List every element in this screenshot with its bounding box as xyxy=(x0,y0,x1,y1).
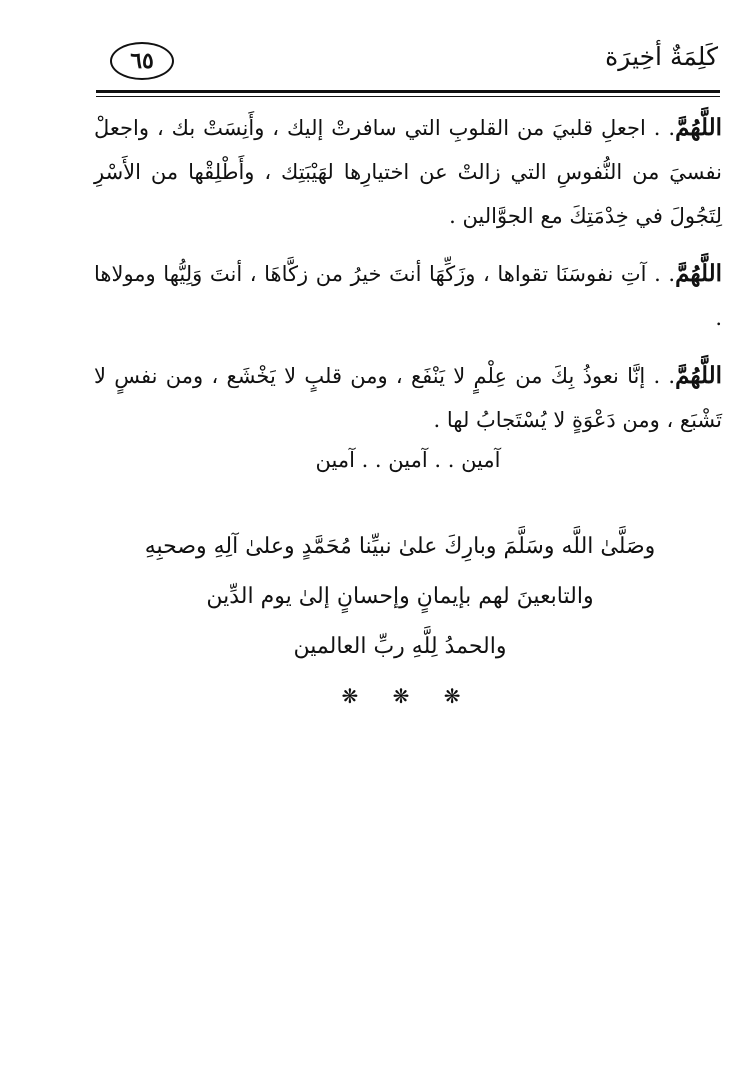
page-number-text: ٦٥ xyxy=(130,48,154,74)
prayer-paragraph-3 xyxy=(94,354,722,442)
prayer-lead-word: اللَّهُمَّ xyxy=(675,114,722,141)
closing-line-3: والحمدُ لِلَّهِ ربِّ العالمين xyxy=(293,634,507,659)
header-rule-thick xyxy=(96,90,720,93)
page-header xyxy=(96,42,718,88)
prayer-text: . . إنَّا نعوذُ بِكَ من عِلْمٍ لا يَنْفَع ، ومن قلبٍ لا يَخْشَع ، ومن نفسٍ لا تَشْبَع ، ومن دَعْوَةٍ لا يُسْتَجابُ لها . xyxy=(94,364,722,432)
body-text xyxy=(94,106,722,456)
prayer-paragraph-2 xyxy=(94,252,722,340)
running-title: كَلِمَةٌ أخِيرَة xyxy=(605,42,718,71)
amen-line: آمين . . آمين . . آمين xyxy=(315,448,501,472)
prayer-text: . . اجعلِ قلبيَ من القلوبِ التي سافرتْ إليك ، وأَنِسَتْ بك ، واجعلْ نفسيَ من النُّفوسِ التي زالتْ عن اختيارِها لهَيْبَتِك ، وأَطْلِقْها من الأَسْرِ لِتَجُولَ في خِدْمَتِكَ مع الجوَّالين . xyxy=(94,116,722,228)
prayer-text: . . آتِ نفوسَنَا تقواها ، وزَكِّهَا أنتَ خيرُ من زكَّاهَا ، أنتَ وَلِيُّها ومولاها . xyxy=(94,262,722,330)
closing-line-2: والتابعينَ لهم بإيمانٍ وإحسانٍ إلىٰ يوم الدِّين xyxy=(206,584,594,609)
prayer-paragraph-1 xyxy=(94,106,722,238)
closing-line-1: وصَلَّىٰ اللَّه وسَلَّمَ وبارِكَ علىٰ نبيِّنا مُحَمَّدٍ وعلىٰ آلِهِ وصحبِهِ xyxy=(144,534,656,559)
header-rule-thin xyxy=(96,96,720,97)
prayer-lead-word: اللَّهُمَّ xyxy=(675,260,722,287)
closing-blessing xyxy=(140,522,660,672)
page-number xyxy=(110,42,174,80)
end-ornament: ❋ ❋ ❋ xyxy=(341,684,475,708)
prayer-lead-word: اللَّهُمَّ xyxy=(675,362,722,389)
